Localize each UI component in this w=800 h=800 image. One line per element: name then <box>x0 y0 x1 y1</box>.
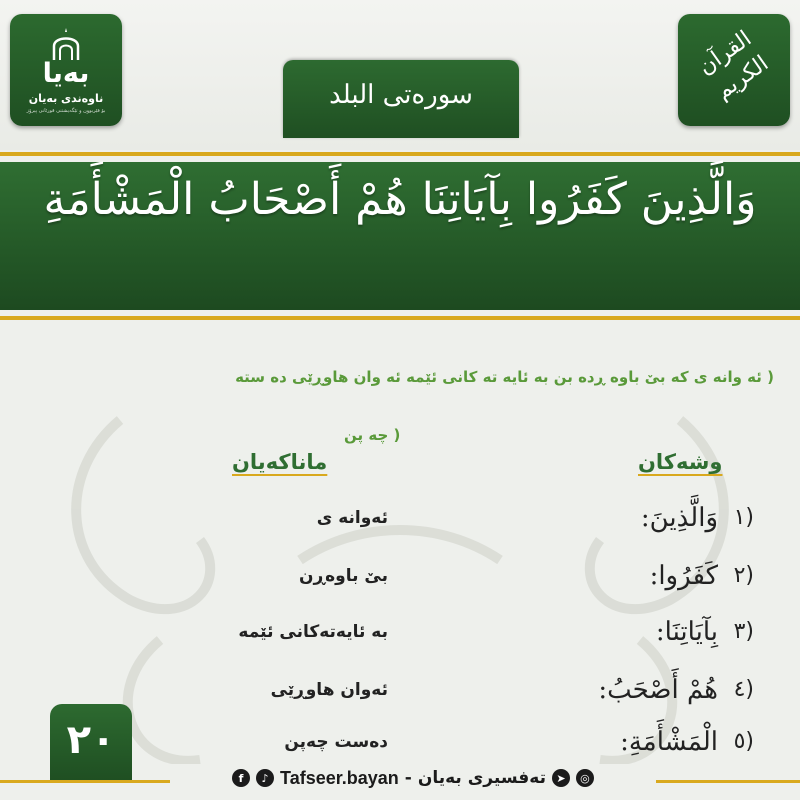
meanings-header: ماناکەیان <box>232 450 328 474</box>
page-number-badge: ٢٠ <box>50 704 132 780</box>
arabic-word: الْمَشْأَمَةِ: <box>620 727 718 757</box>
word-meaning: ئەوان هاوڕێی <box>270 680 388 700</box>
quran-logo <box>678 14 790 126</box>
word-meaning: دەست چەپن <box>284 732 388 752</box>
quran-logo-text: القرآن الكريم <box>694 26 774 105</box>
ayah-text: وَالَّذِينَ كَفَرُوا بِآيَاتِنَا هُمْ أَصْحَابُ الْمَشْأَمَةِ <box>43 174 757 225</box>
brand-name: بەیا <box>42 58 90 89</box>
social-handle[interactable]: Tafseer.bayan <box>280 767 399 788</box>
word-meaning: بە ئایەتەکانی ئێمە <box>238 622 388 642</box>
row-number: ١) <box>733 505 754 530</box>
facebook-icon[interactable]: f <box>232 769 250 787</box>
brand-subtitle: ناوەندی بەیان <box>28 92 104 105</box>
gold-divider <box>0 152 800 156</box>
brand-tagline: بۆ فێربوون و تێگەیشتنی قورئانی پیرۆز <box>26 108 106 114</box>
word-meaning: بێ باوەڕن <box>299 566 388 586</box>
row-number: ٤) <box>733 677 754 702</box>
word-meaning: ئەوانە ی <box>316 508 388 528</box>
tiktok-icon[interactable]: ♪ <box>256 769 274 787</box>
word-row <box>0 612 800 652</box>
footer-social <box>170 764 656 792</box>
gold-divider <box>0 316 800 320</box>
word-row <box>0 556 800 596</box>
row-number: ٥) <box>733 729 754 754</box>
word-row <box>0 498 800 538</box>
row-number: ٢) <box>733 563 754 588</box>
row-number: ٣) <box>733 619 754 644</box>
surah-title: سورەتی البلد <box>283 60 519 138</box>
arabic-word: وَالَّذِينَ: <box>640 503 718 533</box>
footer-separator: - <box>404 768 412 788</box>
arabic-word: هُمْ أَصْحَبُ: <box>598 675 718 705</box>
arabic-word: كَفَرُوا: <box>649 561 718 591</box>
translation-line-1: ( ئه وانه ی كه بێ باوه ڕده بن به ئایه ته كانی ئێمه ئه وان هاوڕێی ده سته <box>235 368 774 386</box>
instagram-icon[interactable]: ◎ <box>576 769 594 787</box>
mosque-icon <box>46 26 86 62</box>
footer-name: تەفسیری بەیان <box>417 768 546 788</box>
words-header: وشەکان <box>638 450 723 474</box>
arabic-word: بِآيَاتِنَا: <box>655 617 718 647</box>
translation-line-2: چه پن ) <box>344 426 401 444</box>
bayan-logo <box>10 14 122 126</box>
telegram-icon[interactable]: ➤ <box>552 769 570 787</box>
